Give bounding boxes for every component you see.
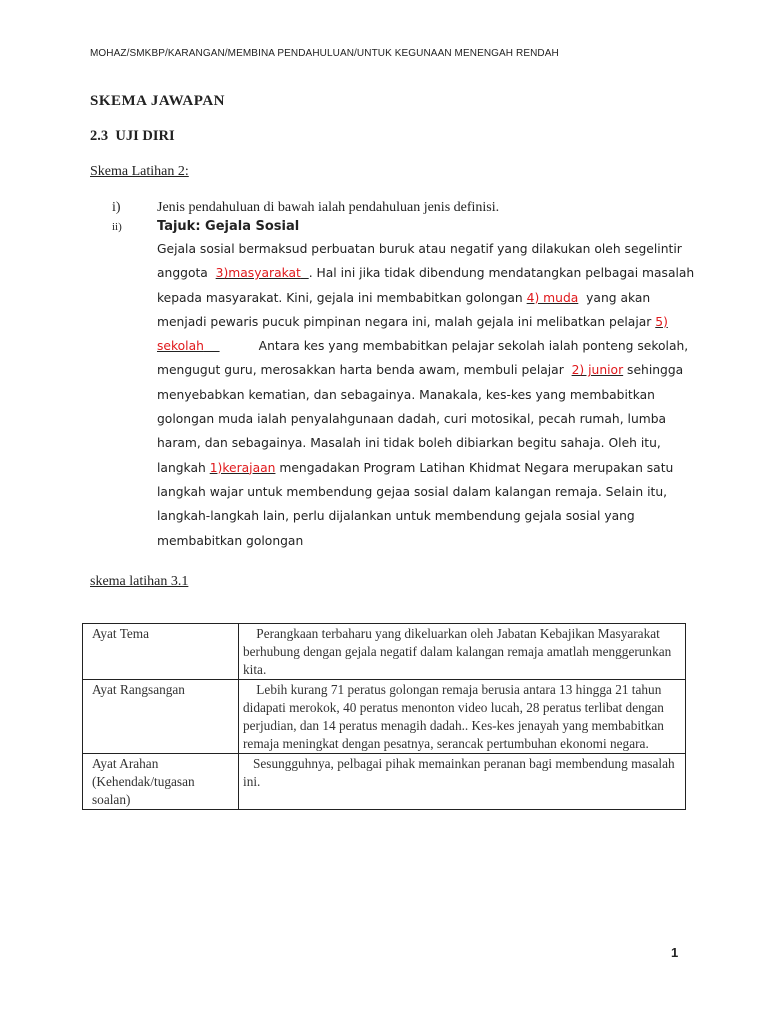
section-heading <box>90 128 175 145</box>
paragraph-line: kepada masyarakat. Kini, gejala ini membabitkan golongan 4) muda yang akan <box>157 290 651 305</box>
page-header: MOHAZ/SMKBP/KARANGAN/MEMBINA PENDAHULUAN/UNTUK KEGUNAAN MENENGAH RENDAH <box>90 48 559 59</box>
row-text: Lebih kurang 71 peratus golongan remaja berusia antara 13 hingga 21 tahun didapati merokok, 40 peratus menonton video lucah, 28 peratus terlibat dengan perjudian, dan 14 peratus menagih dadah.. Kes-kes jenayah yang membabitkan remaja meningkat dengan pesatnya, serancak pertumbuhan ekonomi negara. <box>239 680 686 754</box>
list-text: Jenis pendahuluan di bawah ialah pendahuluan jenis definisi. <box>157 200 500 215</box>
paragraph-line: haram, dan sebagainya. Masalah ini tidak boleh dibiarkan begitu sahaja. Oleh itu, <box>157 436 661 451</box>
paragraph-line: sekolah Antara kes yang membabitkan pelajar sekolah ialah ponteng sekolah, <box>157 339 689 354</box>
essay-title: Tajuk: Gejala Sosial <box>157 219 300 234</box>
list-number: ii) <box>112 221 122 233</box>
skema-latihan-3-1-label: skema latihan 3.1 <box>90 574 189 589</box>
table-row <box>83 680 686 754</box>
answer-4: 4) muda <box>526 290 579 305</box>
paragraph-line: Gejala sosial bermaksud perbuatan buruk atau negatif yang dilakukan oleh segelintir <box>157 242 682 256</box>
table-row <box>83 754 686 810</box>
skema-latihan-2-label: Skema Latihan 2: <box>90 164 189 179</box>
list-item-ii <box>112 217 299 235</box>
page-number: 1 <box>671 945 679 960</box>
paragraph-line: menjadi pewaris pucuk pimpinan negara ini, malah gejala ini melibatkan pelajar 5) <box>157 314 668 329</box>
answer-1: 1)kerajaan <box>209 460 276 475</box>
document-title: SKEMA JAWAPAN <box>90 93 225 109</box>
answer-table <box>82 623 686 810</box>
answer-5: 5) <box>655 314 668 329</box>
paragraph-line: langkah wajar untuk membendung gejaa sosial dalam kalangan remaja. Selain itu, <box>157 484 668 499</box>
answer-2: 2) junior <box>571 363 624 378</box>
row-text: Perangkaan terbaharu yang dikeluarkan oleh Jabatan Kebajikan Masyarakat berhubung dengan gejala negatif dalam kalangan remaja amatlah menggerunkan kita. <box>239 624 686 680</box>
list-item-i <box>112 200 499 216</box>
paragraph-line: membabitkan golongan <box>157 533 304 548</box>
paragraph-line: menyebabkan kematian, dan sebagainya. Manakala, kes-kes yang membabitkan <box>157 387 655 402</box>
section-name: UJI DIRI <box>115 128 175 144</box>
list-number: i) <box>112 200 121 215</box>
answer-5-cont: sekolah <box>157 339 204 354</box>
paragraph-line: langkah-langkah lain, perlu dijalankan untuk membendung gejala sosial yang <box>157 509 635 524</box>
paragraph-line: mengugut guru, merosakkan harta benda awam, membuli pelajar 2) junior sehingga <box>157 363 684 378</box>
row-label: Ayat Arahan (Kehendak/tugasan soalan) <box>83 754 239 810</box>
section-number: 2.3 <box>90 128 109 144</box>
answer-3: 3)masyarakat <box>215 266 301 281</box>
row-label: Ayat Tema <box>83 624 239 680</box>
essay-paragraph <box>157 237 695 553</box>
paragraph-line: langkah 1)kerajaan mengadakan Program Latihan Khidmat Negara merupakan satu <box>157 460 674 475</box>
table-row <box>83 624 686 680</box>
row-label: Ayat Rangsangan <box>83 680 239 754</box>
paragraph-line: anggota 3)masyarakat . Hal ini jika tidak dibendung mendatangkan pelbagai masalah <box>157 266 695 281</box>
paragraph-line: golongan muda ialah penyalahgunaan dadah, curi motosikal, pecah rumah, lumba <box>157 412 667 427</box>
row-text: Sesungguhnya, pelbagai pihak memainkan peranan bagi membendung masalah ini. <box>239 754 686 810</box>
